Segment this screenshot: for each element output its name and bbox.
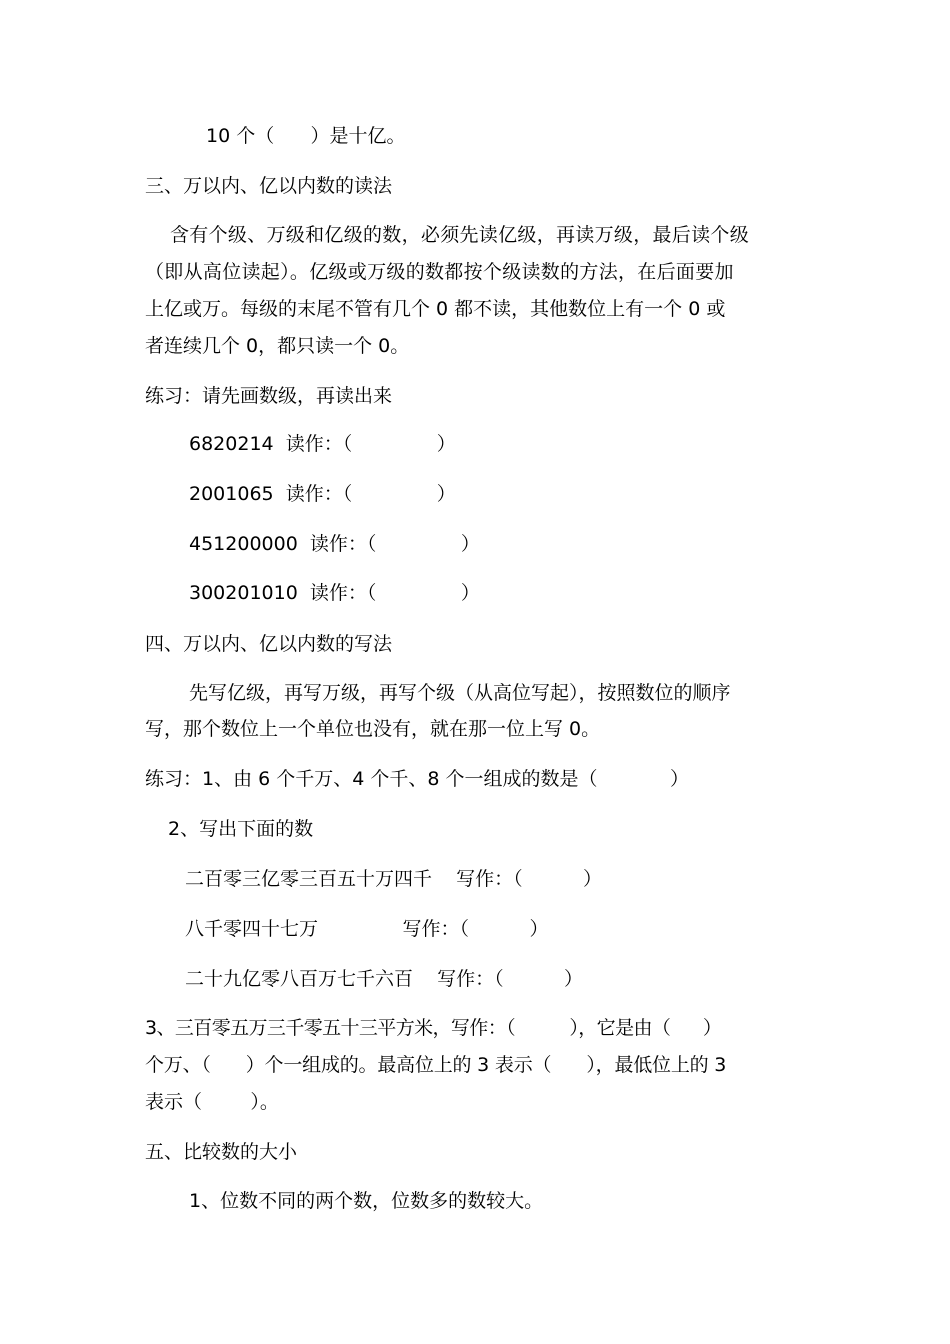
section-heading-writing: 四、万以内、亿以内数的写法 [145, 633, 393, 655]
writing-exercise-3-line-2: 个万、（ ）个一组成的。最高位上的 3 表示（ ），最低位上的 3 [145, 1054, 727, 1076]
paragraph-writing-rule-line-2: 写，那个数位上一个单位也没有，就在那一位上写 0。 [145, 718, 601, 740]
paragraph-reading-rule-line-1: 含有个级、万级和亿级的数，必须先读亿级，再读万级，最后读个级 [170, 224, 750, 246]
paragraph-reading-rule-line-3: 上亿或万。每级的末尾不管有几个 0 都不读，其他数位上有一个 0 或 [145, 298, 726, 320]
paragraph-reading-rule-line-2: （即从高位读起）。亿级或万级的数都按个级读数的方法，在后面要加 [145, 261, 734, 283]
reading-exercise-item: 300201010 读作：（ ） [189, 582, 480, 604]
reading-exercise-item: 6820214 读作：（ ） [189, 433, 456, 455]
writing-exercise-item: 二十九亿零八百万七千六百 写作：（ ） [185, 968, 584, 990]
writing-exercise-1: 练习：1、由 6 个千万、4 个千、8 个一组成的数是（ ） [145, 768, 689, 790]
fill-in-blank-ten-billion: 10 个（ ）是十亿。 [206, 125, 406, 147]
paragraph-writing-rule-line-1: 先写亿级，再写万级，再写个级（从高位写起），按照数位的顺序 [189, 682, 731, 704]
reading-exercise-item: 2001065 读作：（ ） [189, 483, 456, 505]
writing-exercise-item: 二百零三亿零三百五十万四千 写作：（ ） [185, 868, 603, 890]
reading-exercise-item: 451200000 读作：（ ） [189, 533, 480, 555]
exercise-reading-heading: 练习：请先画数级，再读出来 [145, 385, 393, 407]
writing-exercise-2-heading: 2、写出下面的数 [168, 818, 314, 840]
section-heading-reading: 三、万以内、亿以内数的读法 [145, 175, 393, 197]
comparing-rule-1: 1、位数不同的两个数，位数多的数较大。 [189, 1190, 544, 1212]
writing-exercise-item: 八千零四十七万 写作：（ ） [185, 918, 549, 940]
writing-exercise-3-line-3: 表示（ ）。 [145, 1091, 279, 1113]
section-heading-comparing: 五、比较数的大小 [145, 1141, 298, 1163]
paragraph-reading-rule-line-4: 者连续几个 0，都只读一个 0。 [145, 335, 410, 357]
writing-exercise-3-line-1: 3、三百零五万三千零五十三平方米，写作：（ ），它是由（ ） [145, 1017, 722, 1039]
